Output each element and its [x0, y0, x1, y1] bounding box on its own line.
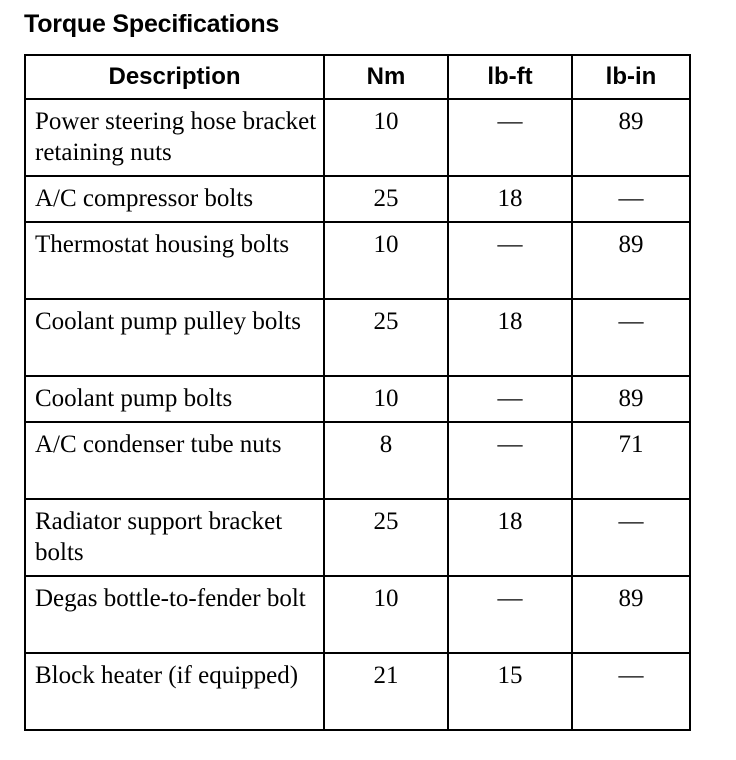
lbin-cell: — [572, 499, 690, 576]
description-cell: Power steering hose bracket retaining nuts [25, 99, 324, 176]
nm-cell: 10 [324, 222, 448, 299]
table-row [25, 653, 690, 730]
nm-cell: 21 [324, 653, 448, 730]
table-row [25, 499, 690, 576]
description-cell: Degas bottle-to-fender bolt [25, 576, 324, 653]
page-title: Torque Specifications [24, 10, 280, 38]
table-row [25, 299, 690, 376]
table-row [25, 422, 690, 499]
table-row [25, 376, 690, 422]
lbft-cell: — [448, 99, 572, 176]
nm-cell: 25 [324, 299, 448, 376]
description-cell: Thermostat housing bolts [25, 222, 324, 299]
nm-cell: 25 [324, 499, 448, 576]
nm-cell: 10 [324, 376, 448, 422]
column-header-lbin: lb-in [572, 55, 690, 99]
nm-cell: 10 [324, 576, 448, 653]
nm-cell: 25 [324, 176, 448, 222]
lbft-cell: 15 [448, 653, 572, 730]
column-header-description: Description [25, 55, 324, 99]
description-cell: Coolant pump bolts [25, 376, 324, 422]
description-cell: Radiator support bracket bolts [25, 499, 324, 576]
table-row [25, 176, 690, 222]
nm-cell: 10 [324, 99, 448, 176]
description-cell: A/C condenser tube nuts [25, 422, 324, 499]
lbft-cell: 18 [448, 499, 572, 576]
lbin-cell: 71 [572, 422, 690, 499]
nm-cell: 8 [324, 422, 448, 499]
torque-spec-table [24, 54, 691, 731]
lbft-cell: — [448, 422, 572, 499]
table-row [25, 222, 690, 299]
lbin-cell: 89 [572, 376, 690, 422]
lbft-cell: — [448, 376, 572, 422]
description-cell: Block heater (if equipped) [25, 653, 324, 730]
lbft-cell: — [448, 576, 572, 653]
lbin-cell: — [572, 299, 690, 376]
lbft-cell: 18 [448, 176, 572, 222]
table-header-row [25, 55, 690, 99]
lbft-cell: — [448, 222, 572, 299]
column-header-nm: Nm [324, 55, 448, 99]
lbin-cell: 89 [572, 99, 690, 176]
lbin-cell: — [572, 176, 690, 222]
description-cell: A/C compressor bolts [25, 176, 324, 222]
column-header-lbft: lb-ft [448, 55, 572, 99]
lbin-cell: 89 [572, 576, 690, 653]
lbin-cell: — [572, 653, 690, 730]
lbin-cell: 89 [572, 222, 690, 299]
description-cell: Coolant pump pulley bolts [25, 299, 324, 376]
table-row [25, 576, 690, 653]
lbft-cell: 18 [448, 299, 572, 376]
table-row [25, 99, 690, 176]
